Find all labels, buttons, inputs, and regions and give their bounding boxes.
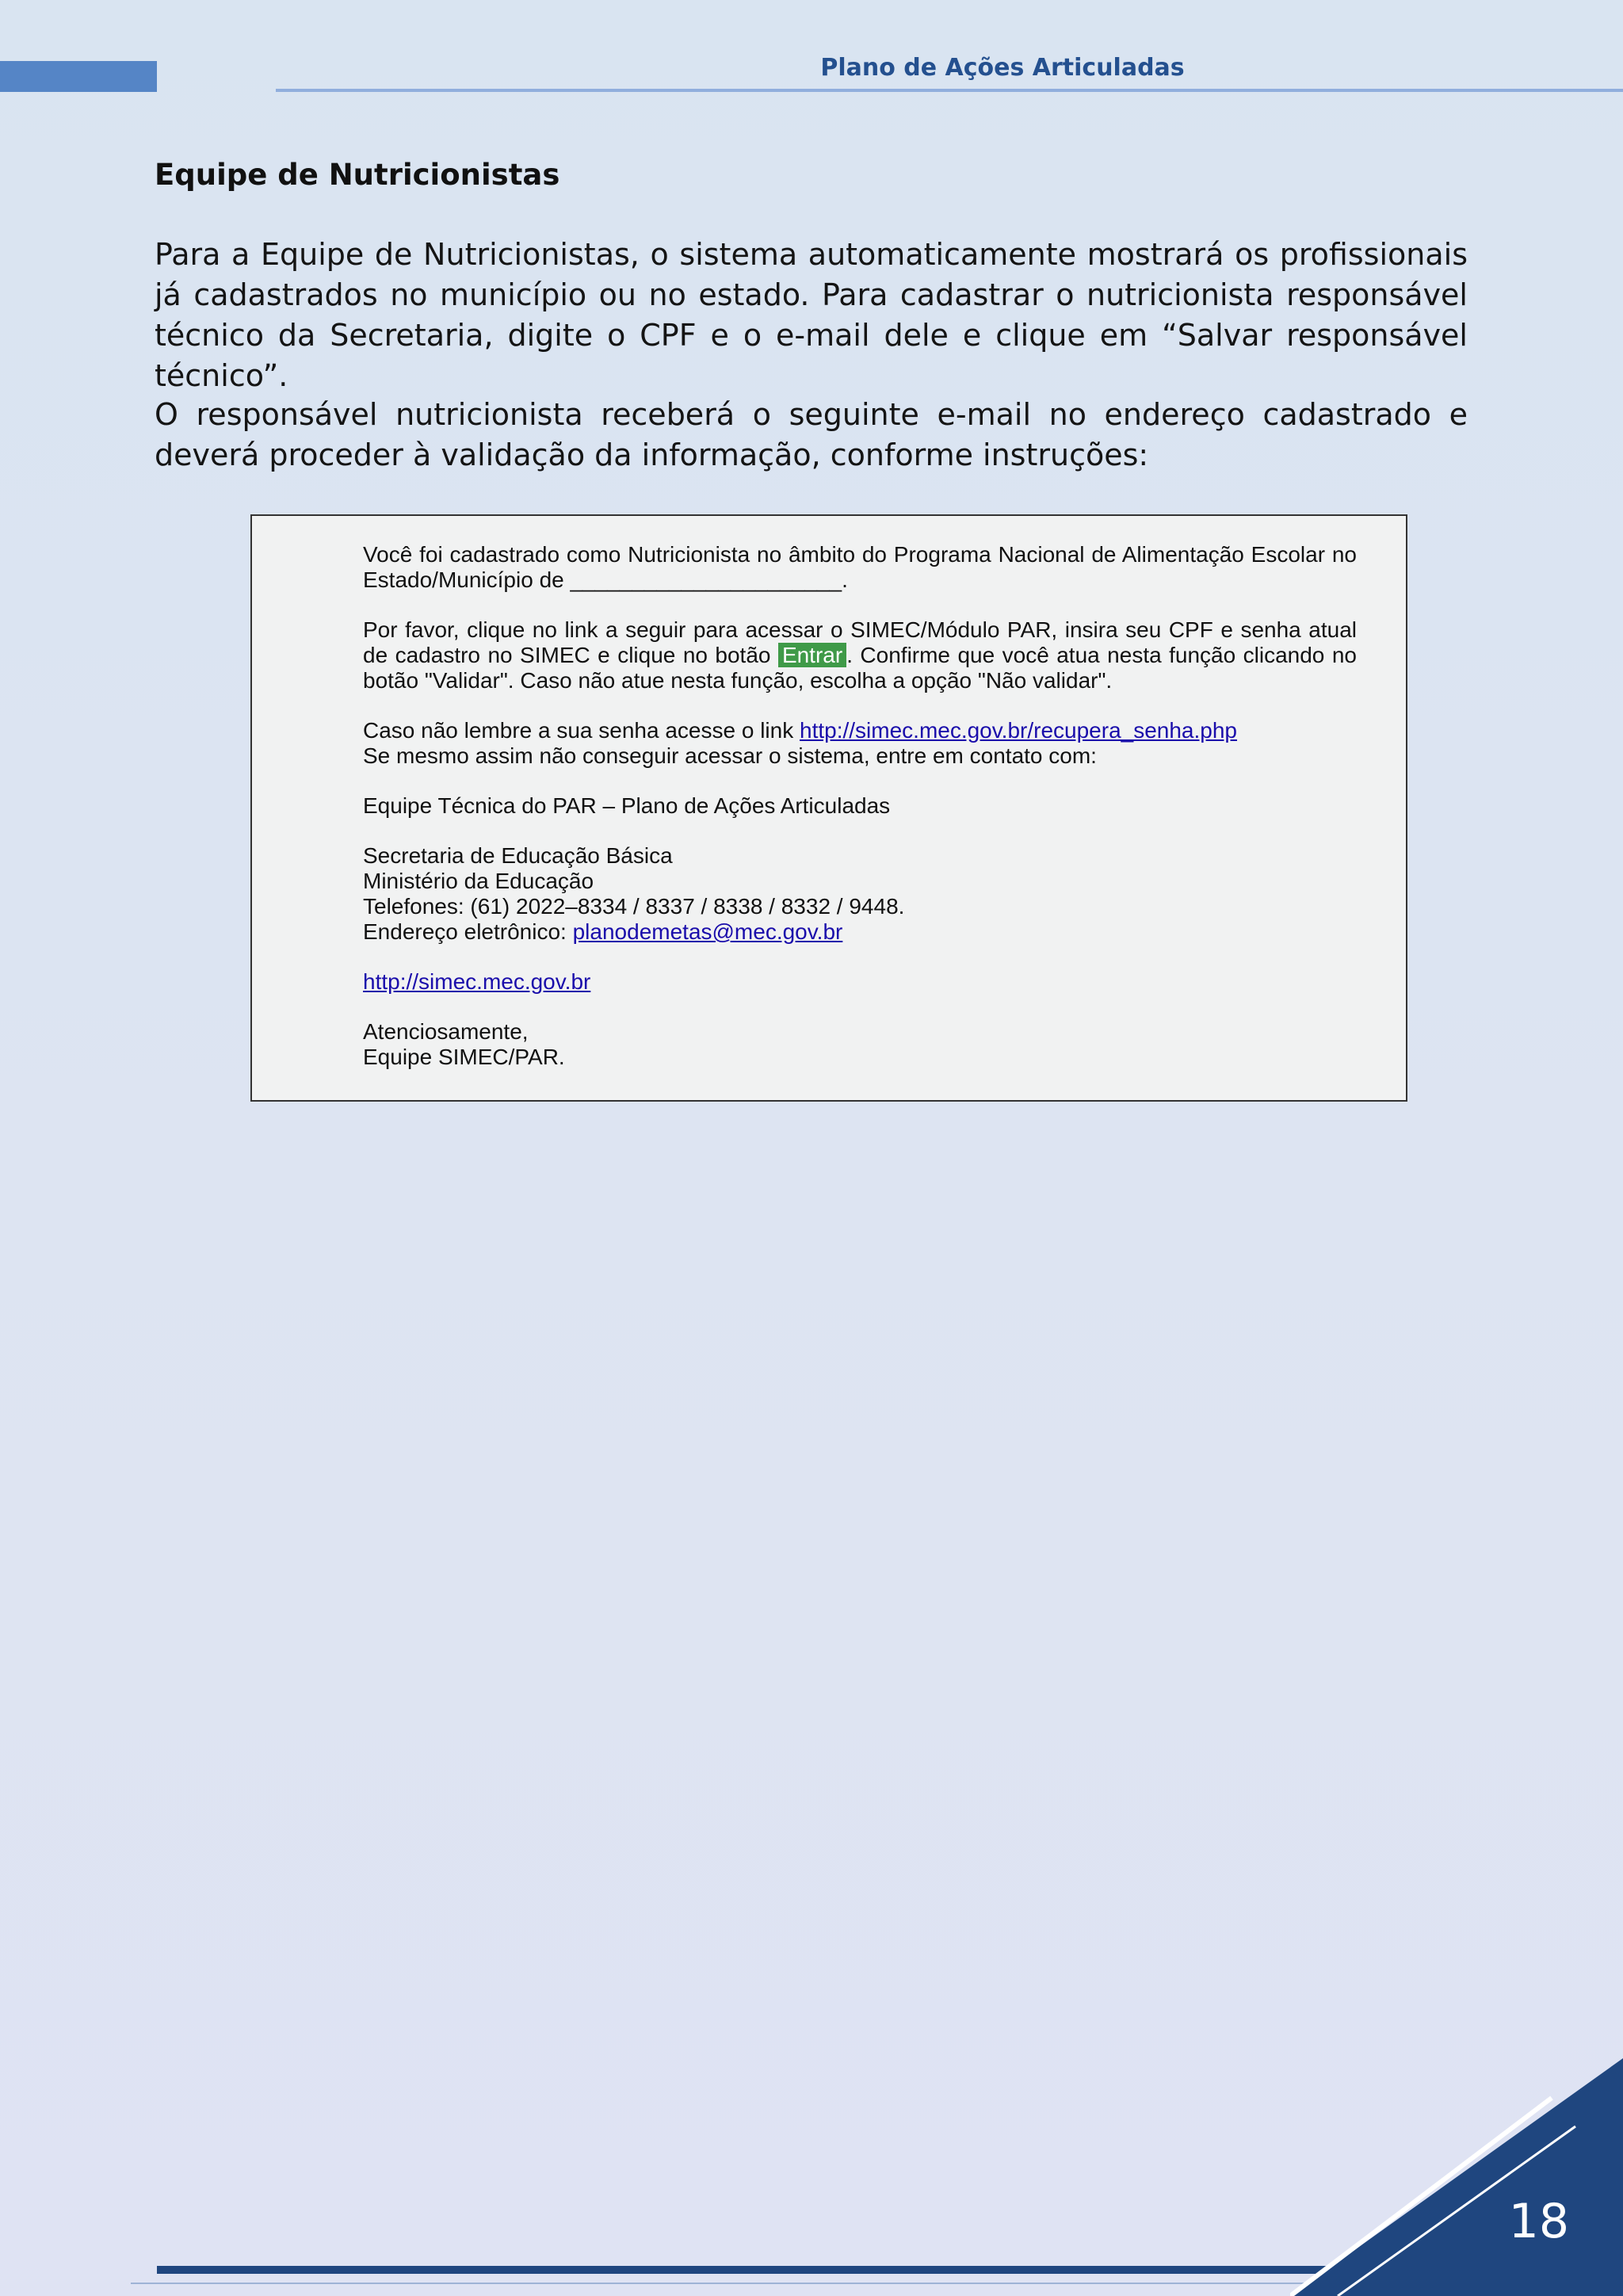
secretaria-text: Secretaria de Educação Básica [363, 843, 673, 868]
email-body [363, 542, 1357, 1095]
paragraph-1: Para a Equipe de Nutricionistas, o sistema automaticamente mostrará os profissionais já cadastrados no município ou no estado. Para cadastrar o nutricionista responsável técnico da Secretaria, digite o CPF e o e-mail dele e clique em “Salvar responsável técnico”. [155, 237, 1468, 393]
phones-text: Telefones: (61) 2022–8334 / 8337 / 8338 / 8332 / 9448. [363, 894, 905, 919]
entrar-button[interactable]: Entrar [778, 643, 846, 667]
header-title: Plano de Ações Articuladas [820, 54, 1185, 82]
paragraph-2: O responsável nutricionista receberá o seguinte e-mail no endereço cadastrado e deverá proceder à validação da informação, conforme instruções: [155, 397, 1468, 472]
site-block [363, 969, 1357, 995]
forgot-password-text: Caso não lembre a sua senha acesse o link [363, 718, 800, 743]
footer-thin-rule [131, 2283, 1375, 2284]
ministerio-text: Ministério da Educação [363, 869, 594, 893]
closing-text: Atenciosamente, [363, 1019, 529, 1044]
contact-text: Se mesmo assim não conseguir acessar o sistema, entre em contato com: [363, 743, 1097, 768]
footer-rule [157, 2266, 1346, 2274]
closing-block [363, 1019, 1357, 1070]
email-recovery-block [363, 718, 1357, 769]
email-instructions-part-a: Por favor, clique no link a seguir para acessar o SIMEC/Módulo PAR, insira seu CPF e senha atual de cadastro no SIMEC e clique no botão [363, 617, 1357, 667]
contact-email-link[interactable]: planodemetas@mec.gov.br [572, 919, 843, 944]
email-instructions-part-b: . Confirme que você atua nesta função clicando no botão "Validar". Caso não atue nesta função, escolha a opção "Não validar". [363, 643, 1357, 693]
page-number: 18 [1508, 2194, 1569, 2249]
contact-block [363, 843, 1357, 945]
simec-site-link[interactable]: http://simec.mec.gov.br [363, 969, 591, 994]
header-accent-bar [0, 61, 157, 92]
email-instructions [363, 617, 1357, 693]
section-title: Equipe de Nutricionistas [155, 158, 560, 192]
signature-text: Equipe SIMEC/PAR. [363, 1045, 565, 1069]
email-preview-box [250, 514, 1407, 1102]
email-intro: Você foi cadastrado como Nutricionista no âmbito do Programa Nacional de Alimentação Escolar no Estado/Município de ______________________. [363, 542, 1357, 592]
recovery-link[interactable]: http://simec.mec.gov.br/recupera_senha.php [800, 718, 1238, 743]
corner-decoration [1290, 2058, 1623, 2296]
team-name: Equipe Técnica do PAR – Plano de Ações Articuladas [363, 793, 891, 818]
email-label: Endereço eletrônico: [363, 919, 573, 944]
header-rule [276, 89, 1623, 92]
